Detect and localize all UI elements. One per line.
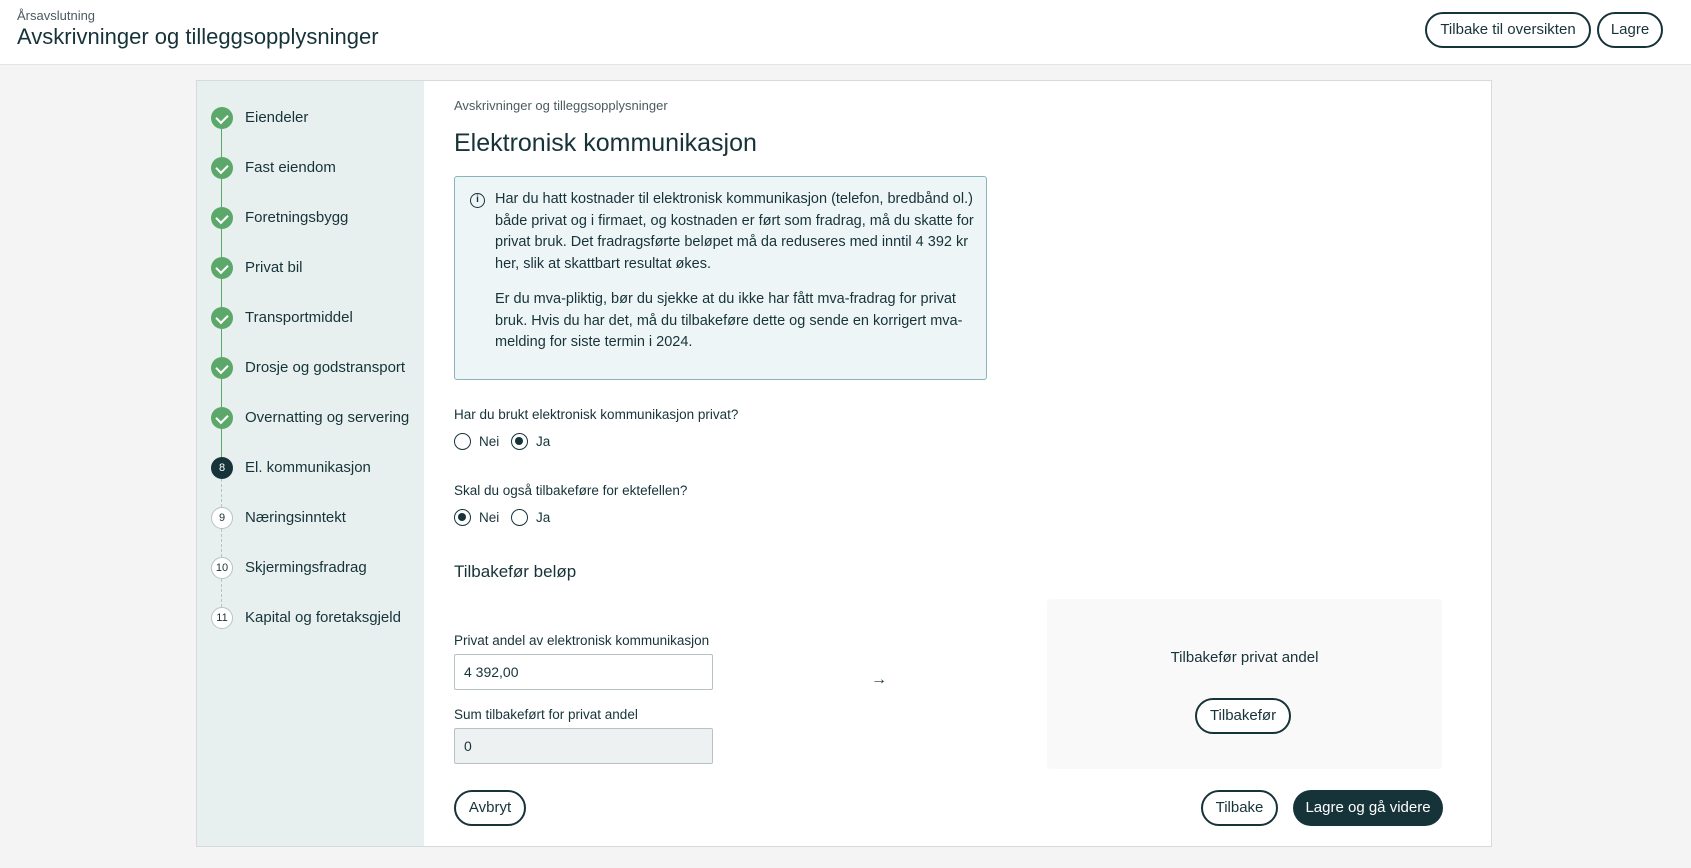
step-connector <box>221 229 222 257</box>
check-icon <box>211 307 233 329</box>
step-connector <box>221 579 222 607</box>
step-connector <box>221 279 222 307</box>
step-connector <box>221 429 222 457</box>
private-share-label: Privat andel av elektronisk kommunikasjon <box>454 633 710 648</box>
section-breadcrumb: Avskrivninger og tilleggsopplysninger <box>454 98 668 113</box>
step-connector <box>221 379 222 407</box>
check-icon <box>211 257 233 279</box>
step-drosje[interactable] <box>211 357 421 381</box>
step-label: Næringsinntekt <box>245 509 346 526</box>
step-number: 8 <box>211 457 233 479</box>
step-label: El. kommunikasjon <box>245 459 371 476</box>
step-label: Overnatting og servering <box>245 409 410 426</box>
step-kapital[interactable] <box>211 607 421 631</box>
step-eiendeler[interactable] <box>211 107 421 131</box>
radio-nei[interactable] <box>454 507 499 527</box>
radio-circle <box>454 509 471 526</box>
step-connector <box>221 479 222 507</box>
section-heading: Elektronisk kommunikasjon <box>454 129 757 157</box>
step-connector <box>221 329 222 357</box>
sum-label: Sum tilbakeført for privat andel <box>454 707 638 722</box>
back-button[interactable]: Tilbake <box>1201 790 1278 826</box>
info-paragraph: Er du mva-pliktig, bør du sjekke at du ikke har fått mva-fradrag for privat bruk. Hvis du har det, må du tilbakeføre dette og sende en korrigert mva-melding for siste termin i 2024. <box>495 291 963 350</box>
step-label: Foretningsbygg <box>245 209 349 226</box>
info-box <box>454 176 987 380</box>
step-label: Kapital og foretaksgjeld <box>245 609 401 626</box>
cancel-button[interactable]: Avbryt <box>454 790 526 826</box>
check-icon <box>211 357 233 379</box>
question-private-use: Har du brukt elektronisk kommunikasjon privat? <box>454 407 739 422</box>
step-label: Fast eiendom <box>245 159 336 176</box>
step-privat-bil[interactable] <box>211 257 421 281</box>
step-connector <box>221 129 222 157</box>
step-overnatting[interactable] <box>211 407 421 431</box>
step-fast-eiendom[interactable] <box>211 157 421 181</box>
main-content <box>424 81 1489 846</box>
step-transportmiddel[interactable] <box>211 307 421 331</box>
step-label: Privat bil <box>245 259 303 276</box>
step-connector <box>221 179 222 207</box>
radio-label: Nei <box>479 509 500 525</box>
tilbakefor-button[interactable]: Tilbakefør <box>1195 698 1291 734</box>
radio-ja[interactable] <box>511 431 550 451</box>
radio-circle <box>511 509 528 526</box>
card-title: Tilbakefør privat andel <box>1170 649 1319 666</box>
info-icon: i <box>470 193 485 208</box>
step-label: Drosje og godstransport <box>245 359 406 376</box>
back-to-overview-button[interactable]: Tilbake til oversikten <box>1425 12 1591 48</box>
save-and-continue-button[interactable]: Lagre og gå videre <box>1293 790 1443 826</box>
top-bar <box>0 0 1691 65</box>
radio-circle <box>511 433 528 450</box>
private-share-input[interactable]: 4 392,00 <box>454 654 713 690</box>
check-icon <box>211 207 233 229</box>
radio-circle <box>454 433 471 450</box>
breadcrumb: Årsavslutning <box>17 8 96 23</box>
check-icon <box>211 407 233 429</box>
question-spouse: Skal du også tilbakeføre for ektefellen? <box>454 483 688 498</box>
step-skjermingsfradrag[interactable] <box>211 557 421 581</box>
step-naeringsinntekt[interactable] <box>211 507 421 531</box>
radio-label: Ja <box>536 509 551 525</box>
radio-ja[interactable] <box>511 507 550 527</box>
step-foretningsbygg[interactable] <box>211 207 421 231</box>
radio-label: Ja <box>536 433 551 449</box>
radio-label: Nei <box>479 433 500 449</box>
step-number: 11 <box>211 607 233 629</box>
step-number: 10 <box>211 557 233 579</box>
step-label: Eiendeler <box>245 109 309 126</box>
step-label: Skjermingsfradrag <box>245 559 367 576</box>
wizard-panel <box>196 80 1492 847</box>
sum-input: 0 <box>454 728 713 764</box>
check-icon <box>211 157 233 179</box>
step-number: 9 <box>211 507 233 529</box>
subsection-heading: Tilbakefør beløp <box>454 562 577 581</box>
arrow-right-icon: → <box>871 671 887 688</box>
step-connector <box>221 529 222 557</box>
radio-nei[interactable] <box>454 431 499 451</box>
stepper <box>197 81 424 846</box>
step-el-kommunikasjon[interactable] <box>211 457 421 481</box>
save-button[interactable]: Lagre <box>1597 12 1663 48</box>
page-title: Avskrivninger og tilleggsopplysninger <box>17 24 379 49</box>
info-paragraph: Har du hatt kostnader til elektronisk kommunikasjon (telefon, bredbånd ol.) både privat og i firmaet, og kostnaden er ført som fradrag, må du skatte for privat bruk. Det fradragsførte beløpet må da reduseres med inntil 4 392 kr her, slik at skattbart resultat økes. <box>495 191 974 272</box>
check-icon <box>211 107 233 129</box>
tilbakefor-card <box>1047 599 1442 769</box>
step-label: Transportmiddel <box>245 309 353 326</box>
